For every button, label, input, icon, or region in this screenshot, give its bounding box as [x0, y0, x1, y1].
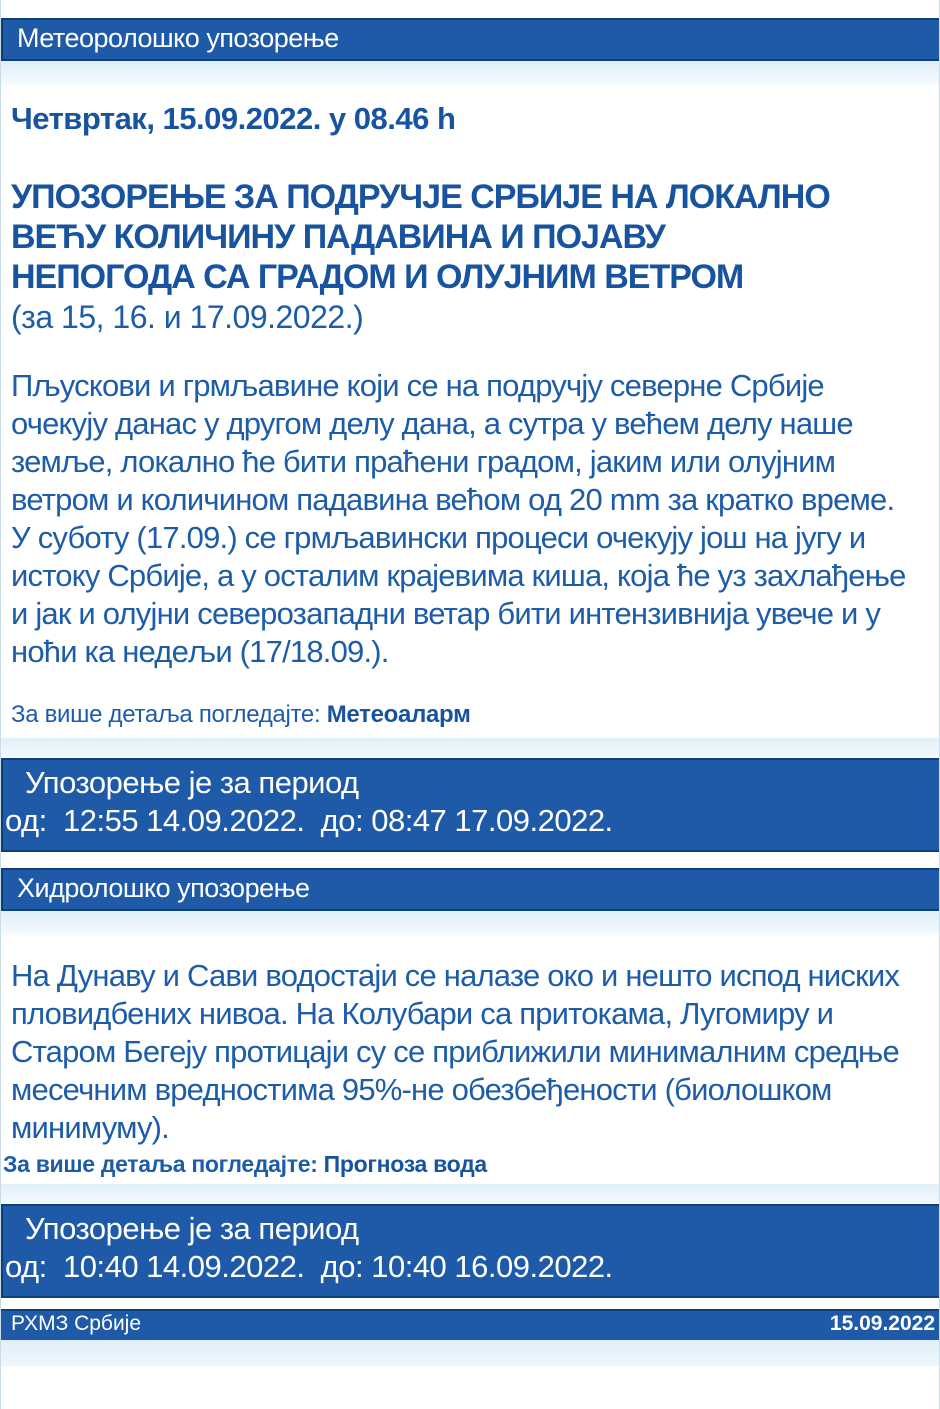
footer-date: 15.09.2022 [829, 1312, 935, 1335]
meteo-section-content [1, 101, 939, 729]
hydro-section-header-bar [1, 868, 939, 911]
hydro-header-strip [1, 911, 939, 935]
hydro-details-line [3, 1151, 909, 1178]
meteo-period-bar [1, 758, 939, 852]
warning-title-line-2: ВЕЋУ КОЛИЧИНУ ПАДАВИНА И ПОЈАВУ [11, 218, 665, 256]
pre-period-strip-2 [1, 1184, 939, 1204]
warning-title [11, 177, 909, 297]
meteo-period-title: Упозорење је за период [25, 765, 359, 800]
meteo-period-range: од: 12:55 14.09.2022. до: 08:47 17.09.2022. [5, 803, 613, 838]
meteo-details-label: За више детаља погледајте: [11, 701, 321, 728]
warning-title-line-1: УПОЗОРЕЊЕ ЗА ПОДРУЧЈЕ СРБИЈЕ НА ЛОКАЛНО [11, 178, 830, 216]
section-gap [1, 852, 939, 868]
hydro-period-title: Упозорење је за период [25, 1211, 359, 1246]
hydro-paragraph: На Дунаву и Сави водостаји се налазе око и нешто испод ниских пловидбених нивоа. На Колубари са притокама, Лугомиру и Старом Бегеју протицаји су се приближили минималним средње месечним вредностима 95%-не обезбеђености (биолошком минимуму). [11, 958, 900, 1145]
footer-gap [1, 1298, 939, 1309]
header-strip [1, 61, 939, 85]
hydro-details-label: За више детаља погледајте: [3, 1151, 318, 1177]
meteo-paragraph-1: Пљускови и грмљавине који се на подручју северне Србије очекују данас у другом делу дана, а сутра у већем делу наше земље, локално ће бити праћени градом, јаким или олујним ветром и количином падавина већом од 20 mm за кратко време. [11, 368, 895, 517]
hydro-section-content [1, 957, 939, 1178]
bottom-strip [1, 1340, 939, 1366]
meteo-section-header-bar [1, 18, 939, 61]
meteo-details-line [11, 701, 909, 729]
meteoalarm-link[interactable]: Метеоаларм [326, 701, 471, 728]
footer-organization: РХМЗ Србије [11, 1312, 142, 1335]
meteo-section-title: Метеоролошко упозорење [17, 23, 339, 53]
hydro-period-range: од: 10:40 14.09.2022. до: 10:40 16.09.2022. [5, 1249, 613, 1284]
hydro-period-bar [1, 1204, 939, 1298]
warning-title-line-3: НЕПОГОДА СА ГРАДОМ И ОЛУЈНИМ ВЕТРОМ [11, 258, 744, 296]
water-forecast-link[interactable]: Прогноза вода [323, 1151, 487, 1177]
footer-bar [1, 1309, 939, 1340]
top-margin [1, 0, 939, 18]
hydro-section-title: Хидролошко упозорење [17, 873, 310, 903]
meteo-paragraph-2: У суботу (17.09.) се грмљавински процеси очекују још на југу и истоку Србије, а у осталим крајевима киша, која ће уз захлађење и јак и олујни северозападни ветар бити интензивнија увече и у ноћи ка недељи (17/18.09.). [11, 520, 906, 669]
pre-period-strip-1 [1, 738, 939, 758]
issue-datetime-heading: Четвртак, 15.09.2022. у 08.46 h [11, 101, 456, 136]
warning-valid-dates: (за 15, 16. и 17.09.2022.) [11, 299, 364, 335]
